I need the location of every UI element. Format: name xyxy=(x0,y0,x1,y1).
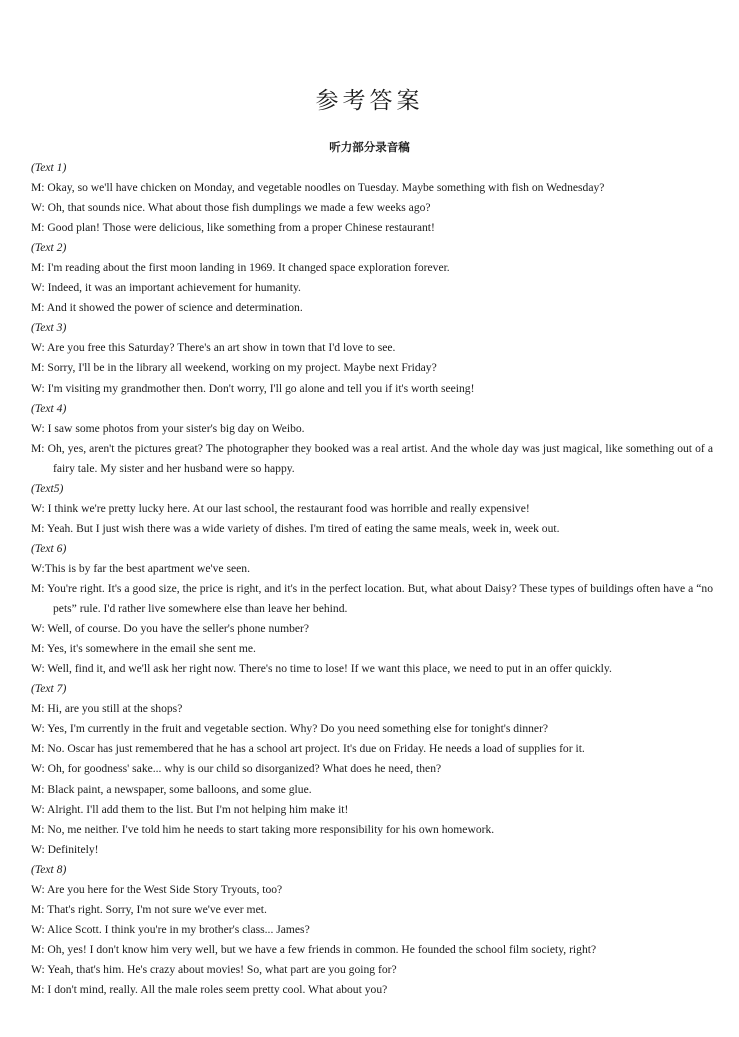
dialogue-line: M: Sorry, I'll be in the library all weekend, working on my project. Maybe next Friday? xyxy=(31,361,437,375)
dialogue-line: M: Oh, yes! I don't know him very well, but we have a few friends in common. He founded the school film society, right? xyxy=(31,942,597,956)
dialogue-line: M: And it showed the power of science and determination. xyxy=(31,301,303,315)
text-label: (Text 2) xyxy=(31,241,67,255)
dialogue-line: W: Indeed, it was an important achievement for humanity. xyxy=(31,281,301,295)
page-title: 参考答案 xyxy=(315,88,424,114)
dialogue-line: M: Hi, are you still at the shops? xyxy=(31,702,183,716)
dialogue-line: W: Yes, I'm currently in the fruit and vegetable section. Why? Do you need something else for tonight's dinner? xyxy=(31,722,549,736)
dialogue-line: W: Alright. I'll add them to the list. But I'm not helping him make it! xyxy=(31,802,349,816)
dialogue-line: M: That's right. Sorry, I'm not sure we've ever met. xyxy=(31,902,267,916)
dialogue-line: W:This is by far the best apartment we've seen. xyxy=(31,561,250,575)
text-label: (Text 4) xyxy=(31,401,67,415)
dialogue-line: W: I think we're pretty lucky here. At our last school, the restaurant food was horrible and really expensive! xyxy=(31,501,530,515)
dialogue-line: M: I don't mind, really. All the male roles seem pretty cool. What about you? xyxy=(31,982,388,996)
text-label: (Text 8) xyxy=(31,862,67,876)
dialogue-line: W: I'm visiting my grandmother then. Don't worry, I'll go alone and tell you if it's worth seeing! xyxy=(31,381,475,395)
text-label: (Text5) xyxy=(31,481,64,495)
dialogue-line: M: Okay, so we'll have chicken on Monday, and vegetable noodles on Tuesday. Maybe something with fish on Wednesday? xyxy=(31,181,605,195)
dialogue-line: W: Oh, that sounds nice. What about those fish dumplings we made a few weeks ago? xyxy=(31,201,431,215)
section-subtitle: 听力部分录音稿 xyxy=(329,140,410,154)
dialogue-line: W: Yeah, that's him. He's crazy about movies! So, what part are you going for? xyxy=(31,962,397,976)
dialogue-line: W: Are you here for the West Side Story Tryouts, too? xyxy=(31,882,283,896)
dialogue-line: W: Definitely! xyxy=(31,842,99,856)
dialogue-line: M: I'm reading about the first moon landing in 1969. It changed space exploration forever. xyxy=(31,261,450,275)
dialogue-line: W: Are you free this Saturday? There's an art show in town that I'd love to see. xyxy=(31,341,396,355)
dialogue-line: W: Alice Scott. I think you're in my brother's class... James? xyxy=(31,922,310,936)
text-label: (Text 7) xyxy=(31,682,67,696)
dialogue-line: M: No. Oscar has just remembered that he has a school art project. It's due on Friday. He needs a load of supplies for it. xyxy=(31,742,585,756)
dialogue-line: W: Oh, for goodness' sake... why is our child so disorganized? What does he need, then? xyxy=(31,762,442,776)
dialogue-line: W: Well, find it, and we'll ask her right now. There's no time to lose! If we want this place, we need to put in an offer quickly. xyxy=(31,662,612,676)
text-label: (Text 1) xyxy=(31,161,67,174)
dialogue-line: M: Good plan! Those were delicious, like something from a proper Chinese restaurant! xyxy=(31,221,435,235)
dialogue-line: M: Oh, yes, aren't the pictures great? The photographer they booked was a real artist. And the whole day was just magical, like something out of a fairy tale. My sister and her husband were so happy. xyxy=(31,441,713,475)
dialogue-line: M: Yeah. But I just wish there was a wide variety of dishes. I'm tired of eating the same meals, week in, week out. xyxy=(31,521,560,535)
dialogue-line: W: I saw some photos from your sister's big day on Weibo. xyxy=(31,421,305,435)
dialogue-line: M: Black paint, a newspaper, some balloons, and some glue. xyxy=(31,782,312,796)
text-label: (Text 6) xyxy=(31,541,67,555)
text-label: (Text 3) xyxy=(31,321,67,335)
dialogue-line: M: You're right. It's a good size, the price is right, and it's in the perfect location. But, what about Daisy? These types of buildings often have a “no pets” rule. I'd rather live somewhere else than leave her behind. xyxy=(31,582,713,616)
dialogue-line: W: Well, of course. Do you have the seller's phone number? xyxy=(31,622,310,636)
dialogue-line: M: No, me neither. I've told him he needs to start taking more responsibility for his own homework. xyxy=(31,822,495,836)
dialogue-line: M: Yes, it's somewhere in the email she sent me. xyxy=(31,642,256,656)
transcript-body xyxy=(31,158,713,1000)
